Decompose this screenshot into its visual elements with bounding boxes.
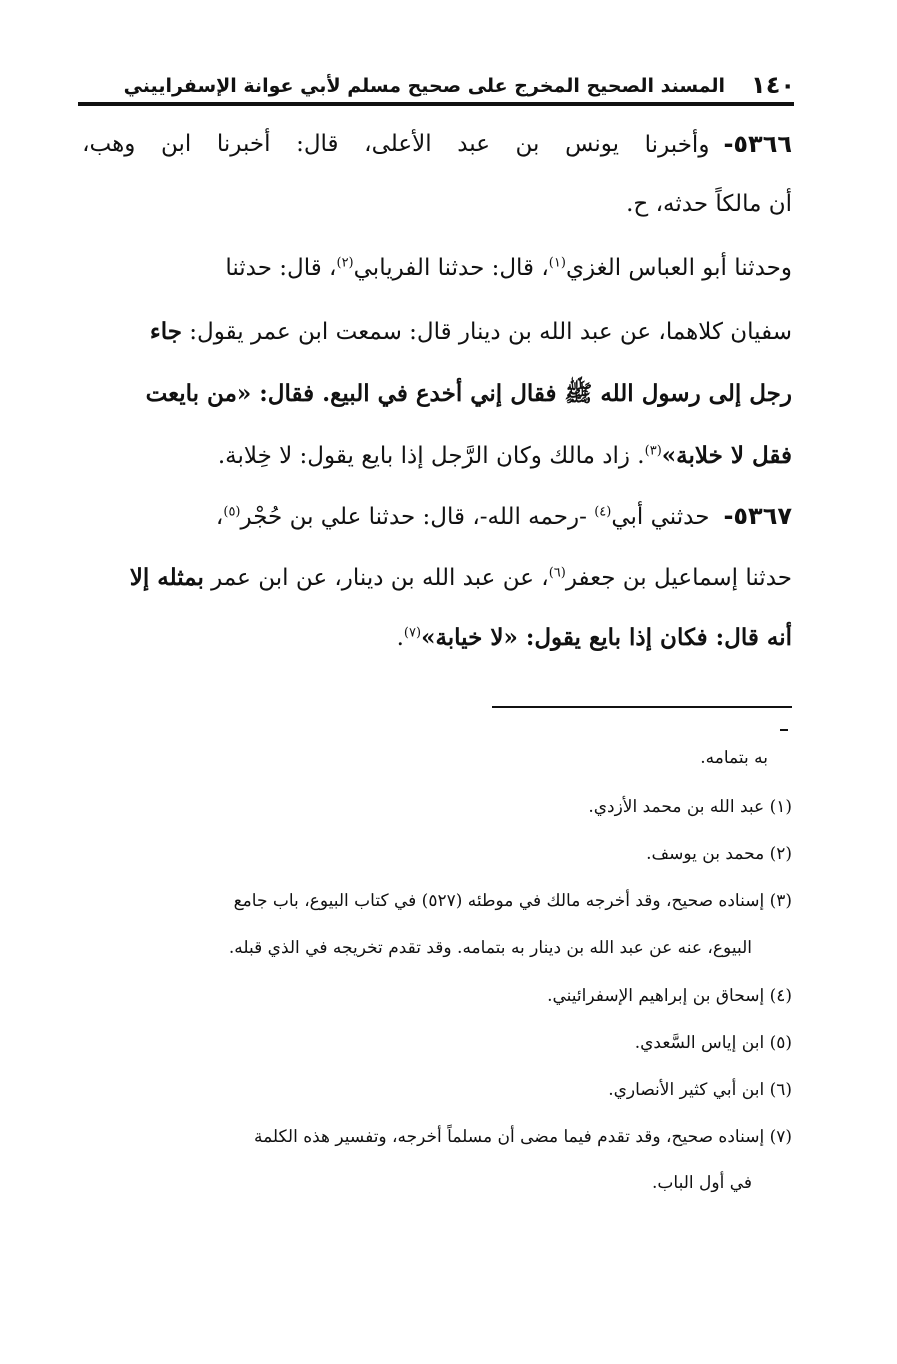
- footnote-5: (٥) ابن إياس السَّعدي.: [634, 1033, 792, 1053]
- footnote-ref-5: (٥): [223, 504, 241, 520]
- continuation-mark: [780, 729, 788, 731]
- footnote-2: (٢) محمد بن يوسف.: [646, 844, 792, 864]
- hadith-5366-matn-line-2: [82, 436, 792, 476]
- text-run: حدثنا إسماعيل بن جعفر: [565, 565, 792, 591]
- footnote-ref-2: (٢): [336, 255, 354, 271]
- matn-text: فقل لا خلابة»: [661, 442, 792, 469]
- matn-text: بمثله إلا: [129, 564, 204, 591]
- footnote-separator: [492, 706, 792, 708]
- word: قال:: [296, 131, 339, 157]
- hadith-5367-line-3: [82, 618, 792, 658]
- page-number: ١٤٠: [751, 71, 795, 99]
- text-run: ، عن عبد الله بن دينار، عن ابن عمر: [203, 565, 549, 591]
- header-rule: [78, 102, 794, 106]
- text-run: ، قال: حدثنا الفريابي: [353, 255, 549, 281]
- footnote-ref-1: (١): [548, 255, 566, 271]
- hadith-number: ٥٣٦٧-: [723, 502, 792, 530]
- word: الأعلى،: [364, 131, 432, 157]
- word: يونس: [565, 131, 620, 157]
- text-run: ، قال: حدثنا: [225, 255, 337, 281]
- footnote-ref-4: (٤): [594, 504, 612, 520]
- footnote-3-continued: البيوع، عنه عن عبد الله بن دينار به بتمامه. وقد تقدم تخريجه في الذي قبله.: [228, 938, 752, 958]
- footnote-ref-3: (٣): [644, 443, 662, 459]
- text-run: وحدثنا أبو العباس الغزي: [565, 255, 792, 281]
- word: عبد: [457, 131, 490, 157]
- text-run: -رحمه الله-، قال: حدثنا علي بن حُجْر: [240, 504, 595, 530]
- footnote-4: (٤) إسحاق بن إبراهيم الإسفرائيني.: [547, 986, 792, 1006]
- footnote-7-continued: في أول الباب.: [651, 1173, 752, 1193]
- page-header: [80, 60, 795, 100]
- text-run: ،: [215, 504, 224, 530]
- hadith-number: ٥٣٦٦-: [723, 130, 792, 158]
- footnote-7: (٧) إسناده صحيح، وقد تقدم فيما مضى أن مسلماً أخرجه، وتفسير هذه الكلمة: [253, 1127, 792, 1147]
- word: بن: [515, 131, 540, 157]
- word: ابن: [160, 131, 192, 157]
- text-run: حدثني أبي: [611, 504, 710, 530]
- matn-text: جاء: [149, 318, 182, 345]
- footnote-ref-7: (٧): [403, 625, 422, 641]
- hadith-5367-line-1: [82, 496, 792, 536]
- word: وهب،: [82, 131, 136, 157]
- footnote-6: (٦) ابن أبي كثير الأنصاري.: [608, 1080, 792, 1100]
- footnote-carryover: به بتمامه.: [700, 748, 768, 768]
- word: أخبرنا: [216, 131, 271, 157]
- text-run: سفيان كلاهما، عن عبد الله بن دينار قال: سمعت ابن عمر يقول:: [189, 319, 792, 345]
- hadith-5367-line-2: [82, 558, 792, 598]
- text-run: . زاد مالك وكان الرَّجل إذا بايع يقول: لا خِلابة.: [217, 443, 645, 469]
- hadith-5366-line-2: أن مالكاً حدثه، ح.: [626, 191, 792, 217]
- footnote-ref-6: (٦): [548, 565, 566, 581]
- hadith-5366-line-1: [82, 124, 792, 164]
- hadith-5366-chain-line-1: [82, 248, 792, 288]
- hadith-5366-chain-line-2: [82, 312, 792, 352]
- matn-text: أنه قال: فكان إذا بايع يقول: «لا خيابة»: [421, 624, 792, 651]
- word: وأخبرنا: [644, 132, 710, 158]
- footnote-1: (١) عبد الله بن محمد الأزدي.: [588, 797, 792, 817]
- hadith-5366-matn-line-1: رجل إلى رسول الله ﷺ فقال إني أخدع في البيع. فقال: «من بايعت: [145, 380, 792, 407]
- running-title: المسند الصحيح المخرج على صحيح مسلم لأبي عوانة الإسفراييني: [123, 75, 726, 97]
- text-run: .: [396, 625, 404, 651]
- footnote-3: (٣) إسناده صحيح، وقد أخرجه مالك في موطئه (٥٢٧) في كتاب البيوع، باب جامع: [233, 891, 792, 911]
